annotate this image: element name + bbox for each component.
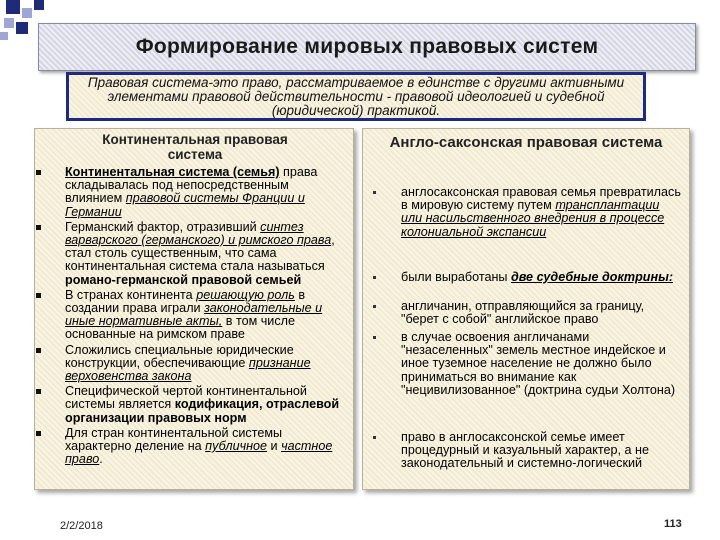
continental-list <box>35 166 353 466</box>
list-item: англосаксонская правовая семья превратилась в мировую систему путем трансплантации или насильственного внедрения в процессе колониальной экспансии <box>363 186 683 239</box>
continental-heading: Континентальная правовая система <box>102 132 288 162</box>
list-item: В странах континента решающую роль в создании права играли законодательные и иные нормативные акты, в том числе основанные на римском праве <box>35 289 353 342</box>
bullet-icon <box>373 191 376 194</box>
definition-text: Правовая система-это право, рассматриваемое в единстве с другими активными элементами правовой действительности - правовой идеологией и судебной (юридической) практикой. <box>87 74 625 118</box>
bullet-icon <box>373 436 376 439</box>
continental-panel <box>34 128 354 490</box>
page-number: 113 <box>664 518 682 530</box>
footer-date: 2/2/2018 <box>60 520 103 532</box>
list-item: были выработаны две судебные доктрины: <box>363 271 683 284</box>
bullet-icon <box>373 276 376 279</box>
bullet-icon <box>36 293 41 298</box>
list-item: Континентальная система (семья) права складывалась под непосредственным влиянием правовой системы Франции и Германии <box>35 166 353 219</box>
list-item: Для стран континентальной системы характерно деление на публичное и частное право. <box>35 427 353 467</box>
bullet-icon <box>373 336 376 339</box>
page-title: Формирование мировых правовых систем <box>135 35 599 58</box>
bullet-icon <box>36 389 41 394</box>
list-item: Специфической чертой континентальной системы является кодификация, отраслевой организации правовых норм <box>35 385 353 425</box>
anglosaxon-heading: Англо-саксонская правовая система <box>389 134 663 151</box>
bullet-icon <box>36 170 41 175</box>
list-item: Германский фактор, отразивший синтез варварского (германского) и римского права, стал столь существенным, что сама континентальная система стала называться романо-германской правовой семьей <box>35 221 353 287</box>
title-bar <box>38 23 696 71</box>
bullet-icon <box>36 431 41 436</box>
list-item: право в англосаксонской семье имеет процедурный и казуальный характер, а не законодательный и системно-логический <box>363 431 683 471</box>
bullet-icon <box>36 225 41 230</box>
bullet-icon <box>36 348 41 353</box>
anglosaxon-panel <box>362 128 690 490</box>
definition-box <box>66 72 646 121</box>
list-item: Сложились специальные юридические конструкции, обеспечивающие признание верховенства закона <box>35 344 353 384</box>
bullet-icon <box>373 305 376 308</box>
list-item: англичанин, отправляющийся за границу, "берет с собой" английское право <box>363 300 683 326</box>
list-item: в случае освоения англичанами "незаселенных" земель местное индейское и иное туземное население не должно было приниматься во внимание как "нецивилизованное" (доктрина судьи Холтона) <box>363 331 683 397</box>
